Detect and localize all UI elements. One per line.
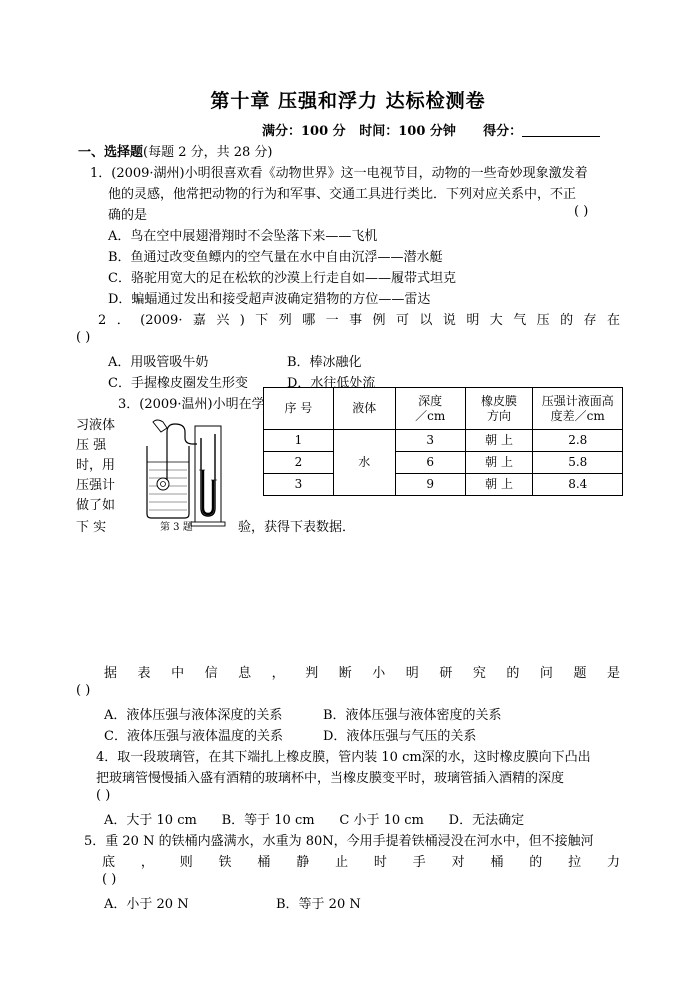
- section-note: (每题 2 分，共 28 分): [143, 145, 273, 160]
- q3-option-c: C．液体压强与液体温度的关系: [104, 729, 283, 744]
- q2-answer-paren: ( ): [76, 330, 91, 345]
- q1-line3: 确的是: [108, 208, 148, 223]
- q3-option-d: D．液体压强与气压的关系: [323, 729, 477, 744]
- cell-depth: 9: [395, 474, 465, 496]
- q1-option-a: A．鸟在空中展翅滑翔时不会坠落下来——飞机: [108, 229, 378, 244]
- cell-direction: 朝 上: [465, 452, 533, 474]
- section-label: 一、选择题: [78, 145, 144, 160]
- figure-caption: 第 3 题: [160, 522, 193, 533]
- q1-option-d: D．蝙蝠通过发出和接受超声波确定猎物的方位——雷达: [108, 292, 431, 307]
- header-height-diff: 压强计液面高 度差／cm: [533, 388, 623, 430]
- q1-answer-paren: ( ): [574, 204, 589, 219]
- exam-time: 时间：100 分钟: [359, 124, 456, 139]
- table-row: [264, 474, 623, 496]
- q5-line2: 底，则铁桶静止时手对桶的拉力: [102, 855, 620, 870]
- q3-wrap-6: 下 实: [76, 520, 107, 535]
- header-no: 序 号: [264, 388, 334, 430]
- q2-option-c: C．手握橡皮圈发生形变: [108, 376, 248, 391]
- page-title: 第十章 压强和浮力 达标检测卷: [210, 90, 486, 112]
- cell-liquid: 水: [333, 430, 395, 496]
- cell-direction: 朝 上: [465, 474, 533, 496]
- q1-line1: 1．(2009·湖州)小明很喜欢看《动物世界》这一电视节目，动物的一些奇妙现象激发着: [90, 166, 588, 181]
- score-blank: [522, 124, 600, 137]
- q4-answer-paren: ( ): [96, 788, 111, 803]
- q3-wrap-3: 时，用: [76, 458, 116, 473]
- q3-wrap-2: 压 强: [76, 438, 107, 453]
- q5-answer-paren: ( ): [102, 872, 117, 887]
- cell-height-diff: 5.8: [533, 452, 623, 474]
- q2-option-d: D．水往低处流: [287, 376, 376, 391]
- q2-option-a: A．用吸管吸牛奶: [108, 355, 209, 370]
- q4-options: A．大于 10 cm B．等于 10 cm C 小于 10 cm D．无法确定: [104, 813, 525, 828]
- cell-no: 1: [264, 430, 334, 452]
- table-header-row: [264, 388, 623, 430]
- q1-line2: 他的灵感，他常把动物的行为和军事、交通工具进行类比．下列对应关系中，不正: [108, 187, 577, 202]
- table-row: [264, 430, 623, 452]
- q3-wrap-1: 习液体: [76, 418, 116, 433]
- score-line: [262, 120, 600, 139]
- section-heading: [78, 141, 273, 160]
- q3-option-a: A．液体压强与液体深度的关系: [104, 708, 283, 723]
- q4-line1: 4．取一段玻璃管，在其下端扎上橡皮膜，管内装 10 cm深的水，这时橡皮膜向下凸出: [96, 750, 591, 765]
- q5-option-a: A．小于 20 N: [104, 897, 189, 912]
- water-hatch: [149, 470, 187, 510]
- score-label: 得分：: [483, 124, 523, 139]
- cell-no: 3: [264, 474, 334, 496]
- q3-wrap-5: 做了如: [76, 498, 116, 513]
- table-row: [264, 452, 623, 474]
- q5-line1: 5．重 20 N 的铁桶内盛满水，水重为 80N，今用手提着铁桶浸没在河水中，但不接触河: [84, 834, 594, 849]
- rubber-tube: [167, 424, 197, 480]
- cell-depth: 3: [395, 430, 465, 452]
- pressure-gauge-figure: [139, 418, 227, 530]
- full-score: 满分：100 分: [262, 124, 346, 139]
- q5-option-b: B．等于 20 N: [276, 897, 361, 912]
- cell-no: 2: [264, 452, 334, 474]
- q3-option-b: B．液体压强与液体密度的关系: [323, 708, 502, 723]
- q3-line-tail: 验，获得下表数据．: [238, 520, 356, 535]
- q1-option-b: B．鱼通过改变鱼鳔内的空气量在水中自由沉浮——潜水艇: [108, 250, 443, 265]
- header-liquid: 液体: [333, 388, 395, 430]
- q3-wrap-4: 压强计: [76, 478, 116, 493]
- q2-option-b: B．棒冰融化: [287, 355, 362, 370]
- hand-clamp: [153, 420, 167, 432]
- q3-data-table: [263, 387, 623, 496]
- header-direction: 橡皮膜 方向: [465, 388, 533, 430]
- stand-base: [191, 522, 225, 526]
- q3-question: 据表中信息，判断小明研究的问题是: [104, 666, 620, 681]
- q3-answer-paren: ( ): [76, 683, 91, 698]
- q2-line1: 2．(2009·嘉兴)下列哪一事例可以说明大气压的存在: [98, 313, 620, 328]
- manometer-board: [195, 426, 221, 524]
- q1-option-c: C．骆驼用宽大的足在松软的沙漠上行走自如——履带式坦克: [108, 271, 456, 286]
- u-tube-liquid: [203, 470, 213, 514]
- cell-height-diff: 2.8: [533, 430, 623, 452]
- cell-height-diff: 8.4: [533, 474, 623, 496]
- cell-depth: 6: [395, 452, 465, 474]
- q3-line1: 3．(2009·温州)小明在学: [118, 397, 265, 412]
- header-depth: 深度 ／cm: [395, 388, 465, 430]
- cell-direction: 朝 上: [465, 430, 533, 452]
- q4-line2: 把玻璃管慢慢插入盛有酒精的玻璃杯中，当橡皮膜变平时，玻璃管插入酒精的深度: [96, 771, 565, 786]
